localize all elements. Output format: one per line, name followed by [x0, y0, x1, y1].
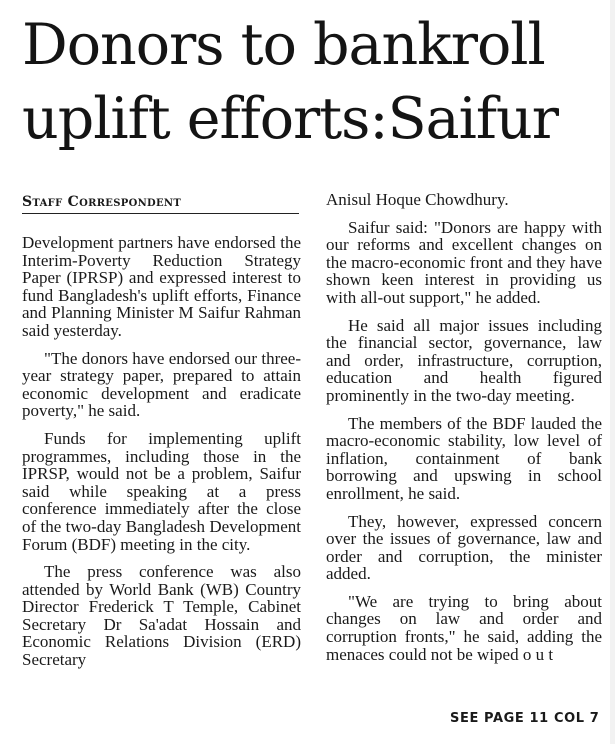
byline: Staff Correspondent: [22, 194, 182, 210]
paragraph: Saifur said: "Donors are happy with our reforms and excellent changes on the macro-economic front and they have shown keen interest in providing us with all-out support," he added.: [326, 217, 602, 307]
paragraph: "We are trying to bring about changes on law and order and corruption fronts," he said, adding the menaces could not be wiped o u t: [326, 591, 602, 664]
headline-line-1: Donors to bankroll: [22, 12, 545, 78]
page-edge: [610, 0, 615, 744]
paragraph: Development partners have endorsed the Interim-Poverty Reduction Strategy Paper (IPRSP) and expressed interest to fund Bangladesh's uplift efforts, Finance and Planning Minister M Saifur Rahman said yesterday.: [22, 233, 301, 340]
paragraph: The members of the BDF lauded the macro-economic stability, low level of inflation, containment of bank borrowing and upswing in school enrollment, he said.: [326, 413, 602, 503]
paragraph: They, however, expressed concern over the issues of governance, law and order and corruption, the minister added.: [326, 511, 602, 584]
headline: [22, 8, 612, 156]
paragraph: "The donors have endorsed our three-year strategy paper, prepared to attain economic development and eradicate poverty," he said.: [22, 348, 301, 421]
paragraph: Funds for implementing uplift programmes, including those in the IPRSP, would not be a problem, Saifur said while speaking at a press conference immediately after the close of the two-day Bangladesh Development Forum (BDF) meeting in the city.: [22, 428, 301, 554]
article-column-1: [22, 234, 301, 679]
byline-rule: [22, 213, 299, 214]
article-column-2: [326, 191, 602, 673]
paragraph: Anisul Hoque Chowdhury.: [326, 190, 509, 209]
headline-line-2: uplift efforts:Saifur: [22, 86, 558, 152]
paragraph: The press conference was also attended by World Bank (WB) Country Director Frederick T Temple, Cabinet Secretary Dr Sa'adat Hossain and Economic Relations Division (ERD) Secretary: [22, 562, 301, 670]
paragraph: He said all major issues including the financial sector, governance, law and order, infrastructure, corruption, education and health figured prominently in the two-day meeting.: [326, 315, 602, 405]
continuation-note: SEE PAGE 11 COL 7: [450, 711, 600, 726]
